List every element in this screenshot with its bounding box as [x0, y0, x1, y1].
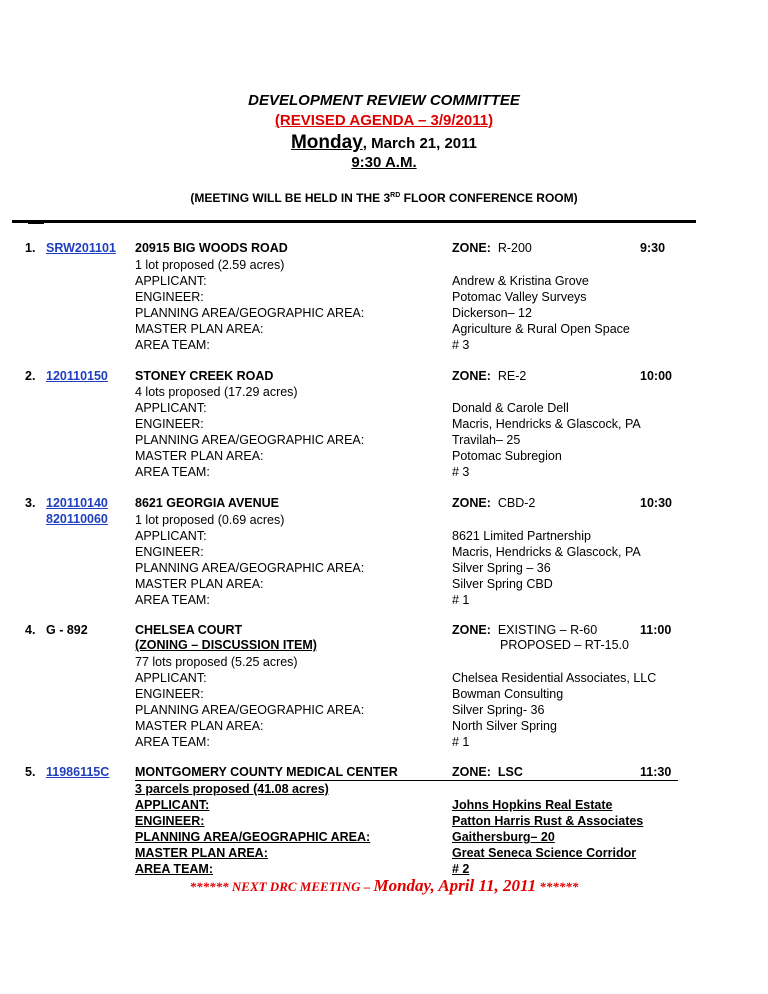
applicant-label: APPLICANT:: [135, 798, 210, 812]
lots-proposed: 3 parcels proposed (41.08 acres): [135, 782, 329, 796]
header-divider: [12, 220, 696, 223]
zone-proposed: PROPOSED – RT-15.0: [500, 638, 629, 652]
area-team-label: AREA TEAM:: [135, 593, 210, 607]
planning-label: PLANNING AREA/GEOGRAPHIC AREA:: [135, 433, 365, 447]
note-part-1: (MEETING WILL BE HELD IN THE 3: [190, 191, 391, 205]
planning-label: PLANNING AREA/GEOGRAPHIC AREA:: [135, 561, 365, 575]
lots-proposed: 1 lot proposed (2.59 acres): [135, 258, 285, 272]
applicant-value: Andrew & Kristina Grove: [452, 274, 589, 288]
item-number: 1.: [25, 241, 36, 255]
zone: [452, 496, 535, 510]
applicant-value: Donald & Carole Dell: [452, 401, 569, 415]
next-meeting-date: Monday, April 11, 2011: [373, 876, 537, 895]
master-plan-label: MASTER PLAN AREA:: [135, 449, 264, 463]
committee-title: DEVELOPMENT REVIEW COMMITTEE: [248, 92, 520, 109]
next-meeting-notice: [0, 876, 768, 896]
meeting-location-note: [0, 191, 768, 205]
zone-value: LSC: [497, 765, 523, 779]
zone-value: R-200: [497, 241, 532, 255]
applicant-label: APPLICANT:: [135, 274, 207, 288]
applicant-value: Chelsea Residential Associates, LLC: [452, 671, 657, 685]
area-team-label: AREA TEAM:: [135, 862, 214, 876]
applicant-label: APPLICANT:: [135, 671, 207, 685]
notice-suffix: ******: [536, 879, 579, 894]
applicant-value: Johns Hopkins Real Estate: [452, 798, 613, 812]
engineer-label: ENGINEER:: [135, 417, 204, 431]
item-title: 20915 BIG WOODS ROAD: [135, 241, 288, 255]
engineer-label: ENGINEER:: [135, 814, 205, 828]
zone-label: ZONE:: [452, 369, 491, 383]
case-number: G - 892: [46, 623, 88, 637]
zone-value: EXISTING – R-60: [497, 623, 598, 637]
area-team-value: # 2: [452, 862, 470, 876]
item-labels: [135, 512, 364, 608]
item-title: STONEY CREEK ROAD: [135, 369, 274, 383]
item-number: 3.: [25, 496, 36, 510]
item-number: 4.: [25, 623, 36, 637]
item-labels: [135, 654, 364, 750]
zone: [452, 623, 597, 637]
engineer-value: Potomac Valley Surveys: [452, 290, 587, 304]
item-title: 8621 GEORGIA AVENUE: [135, 496, 280, 510]
master-plan-value: Silver Spring CBD: [452, 577, 553, 591]
engineer-value: Patton Harris Rust & Associates: [452, 814, 644, 828]
area-team-value: # 3: [452, 465, 470, 479]
planning-label: PLANNING AREA/GEOGRAPHIC AREA:: [135, 703, 365, 717]
case-link[interactable]: 11986115C: [46, 765, 110, 779]
zone-value: RE-2: [497, 369, 527, 383]
master-plan-value: North Silver Spring: [452, 719, 557, 733]
zone: [452, 765, 523, 779]
zone-label: ZONE:: [452, 765, 491, 779]
note-part-2: FLOOR CONFERENCE ROOM): [400, 191, 578, 205]
item-subtitle: (ZONING – DISCUSSION ITEM): [135, 638, 317, 652]
case-link[interactable]: 120110140: [46, 496, 108, 510]
item-labels: [135, 384, 364, 480]
item-time: 10:00: [640, 369, 672, 383]
item-number: 5.: [25, 765, 36, 779]
engineer-label: ENGINEER:: [135, 290, 204, 304]
master-plan-label: MASTER PLAN AREA:: [135, 577, 264, 591]
planning-label: PLANNING AREA/GEOGRAPHIC AREA:: [135, 306, 365, 320]
planning-label: PLANNING AREA/GEOGRAPHIC AREA:: [135, 830, 371, 844]
master-plan-label: MASTER PLAN AREA:: [135, 322, 264, 336]
engineer-label: ENGINEER:: [135, 545, 204, 559]
area-team-value: # 3: [452, 338, 470, 352]
area-team-value: # 1: [452, 735, 470, 749]
master-plan-value: Potomac Subregion: [452, 449, 562, 463]
planning-value: Gaithersburg– 20: [452, 830, 555, 844]
engineer-value: Macris, Hendricks & Glascock, PA: [452, 545, 641, 559]
item-values: [452, 670, 656, 750]
case-link-secondary[interactable]: 820110060: [46, 512, 108, 526]
item-values: [452, 797, 643, 877]
area-team-label: AREA TEAM:: [135, 735, 210, 749]
item-labels: [135, 781, 370, 877]
item-values: [452, 528, 641, 608]
item-values: [452, 400, 641, 480]
applicant-label: APPLICANT:: [135, 401, 207, 415]
master-plan-label: MASTER PLAN AREA:: [135, 719, 264, 733]
item-title: CHELSEA COURT: [135, 623, 243, 637]
engineer-value: Bowman Consulting: [452, 687, 564, 701]
lots-proposed: 77 lots proposed (5.25 acres): [135, 655, 298, 669]
area-team-value: # 1: [452, 593, 470, 607]
area-team-label: AREA TEAM:: [135, 465, 210, 479]
notice-prefix: ****** NEXT DRC MEETING –: [189, 879, 374, 894]
case-link[interactable]: SRW201101: [46, 241, 116, 255]
zone: [452, 369, 526, 383]
planning-value: Silver Spring – 36: [452, 561, 551, 575]
item-labels: [135, 257, 364, 353]
master-plan-value: Great Seneca Science Corridor: [452, 846, 637, 860]
planning-value: Dickerson– 12: [452, 306, 532, 320]
zone-label: ZONE:: [452, 241, 491, 255]
meeting-date-text: , March 21, 2011: [362, 135, 478, 152]
zone-value: CBD-2: [497, 496, 536, 510]
lots-proposed: 1 lot proposed (0.69 acres): [135, 513, 285, 527]
item-number: 2.: [25, 369, 36, 383]
item-title: MONTGOMERY COUNTY MEDICAL CENTER: [135, 765, 398, 779]
item-time: 9:30: [640, 241, 666, 255]
planning-value: Travilah– 25: [452, 433, 521, 447]
zone-label: ZONE:: [452, 496, 491, 510]
revised-agenda-note: (REVISED AGENDA – 3/9/2011): [274, 112, 494, 129]
item-values: [452, 273, 630, 353]
meeting-time: 9:30 A.M.: [351, 154, 417, 171]
zone: [452, 241, 532, 255]
master-plan-value: Agriculture & Rural Open Space: [452, 322, 630, 336]
item-time: 11:00: [640, 623, 672, 637]
planning-value: Silver Spring- 36: [452, 703, 545, 717]
item-time: 10:30: [640, 496, 672, 510]
meeting-day: Monday: [290, 132, 363, 153]
zone-label: ZONE:: [452, 623, 491, 637]
meeting-date: [0, 132, 768, 154]
item-time: 11:30: [640, 765, 672, 779]
engineer-label: ENGINEER:: [135, 687, 204, 701]
engineer-value: Macris, Hendricks & Glascock, PA: [452, 417, 641, 431]
master-plan-label: MASTER PLAN AREA:: [135, 846, 268, 860]
area-team-label: AREA TEAM:: [135, 338, 210, 352]
applicant-value: 8621 Limited Partnership: [452, 529, 591, 543]
lots-proposed: 4 lots proposed (17.29 acres): [135, 385, 298, 399]
note-superscript: RD: [390, 192, 401, 199]
divider-stub: [28, 223, 44, 224]
case-link[interactable]: 120110150: [46, 369, 108, 383]
applicant-label: APPLICANT:: [135, 529, 207, 543]
